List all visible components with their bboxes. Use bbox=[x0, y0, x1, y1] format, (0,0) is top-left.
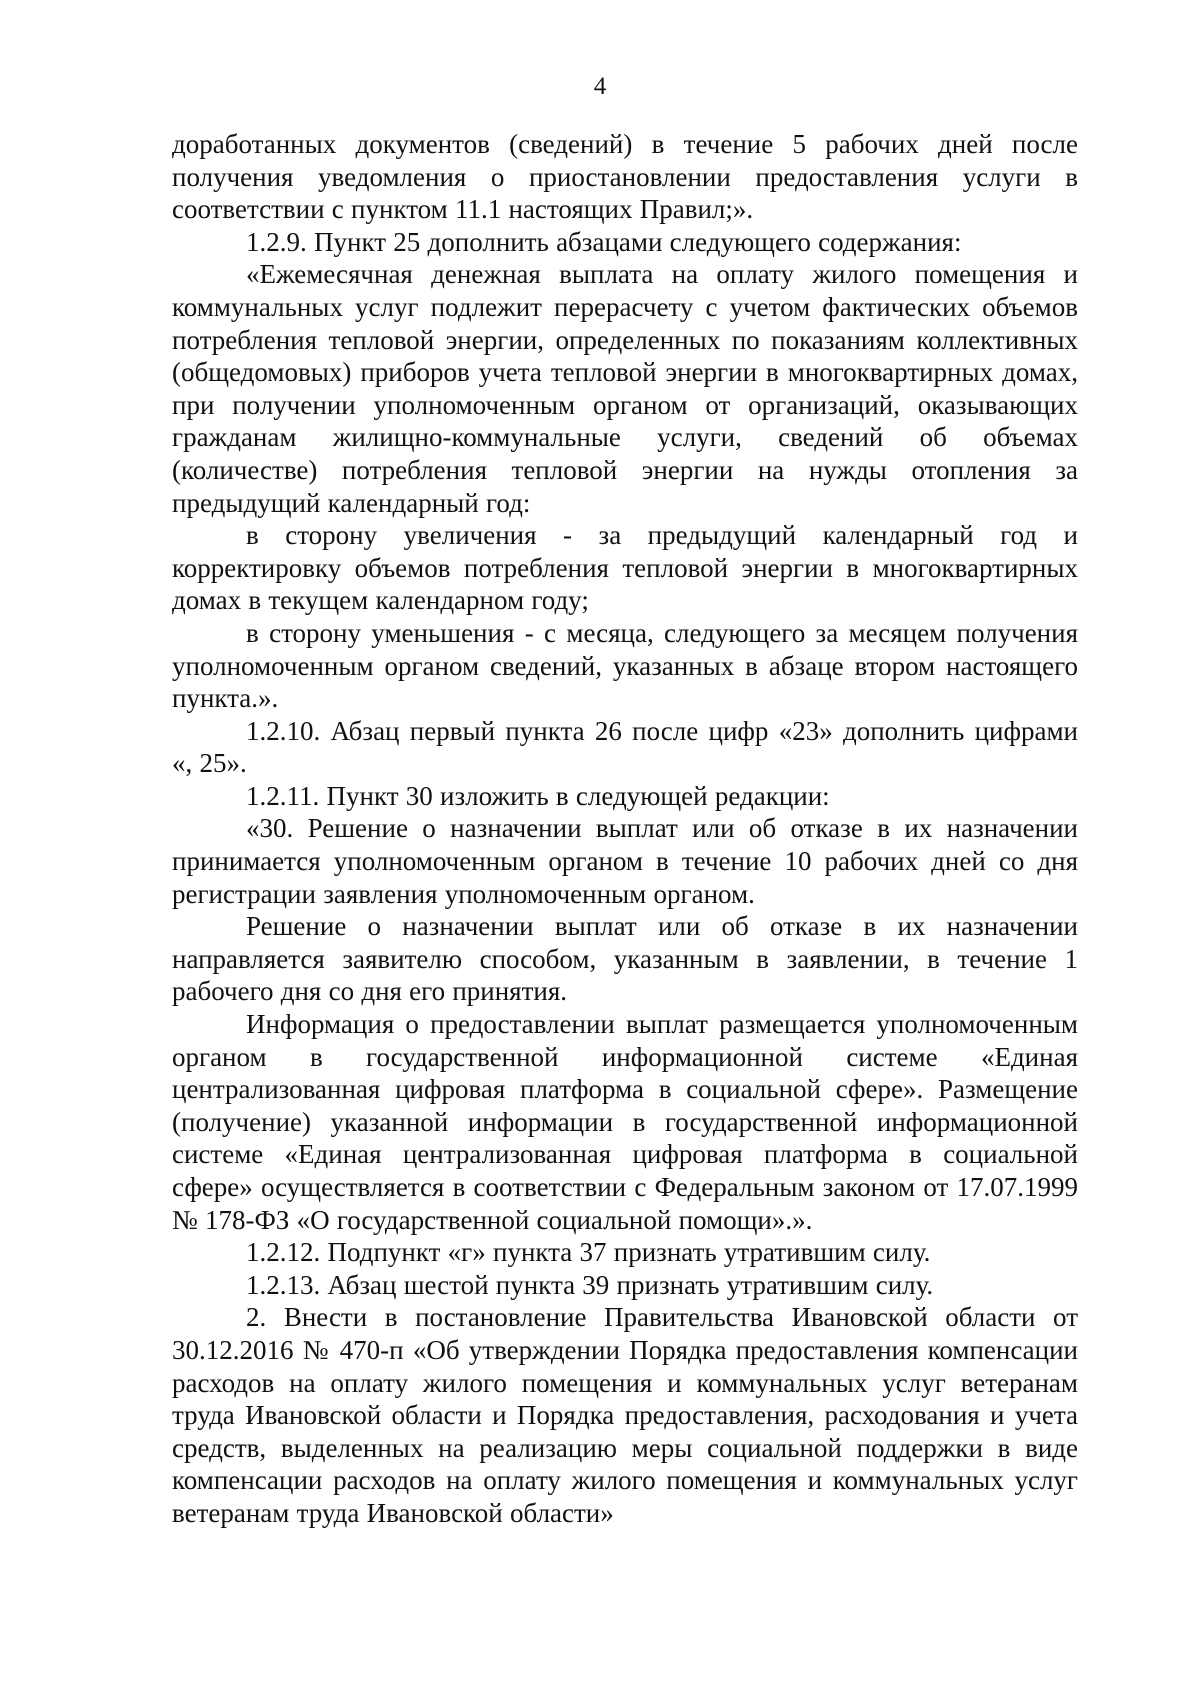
paragraph-item-2: 2. Внести в постановление Правительства Ивановской области от 30.12.2016 № 470-п «Об утверждении Порядка предоставления компенсации расходов на оплату жилого помещения и коммунальных услуг ветеранам труда Ивановской области и Порядка предоставления, расходования и учета средств, выделенных на реализацию меры социальной поддержки в виде компенсации расходов на оплату жилого помещения и коммунальных услуг ветеранам труда Ивановской области» bbox=[172, 1302, 1078, 1528]
paragraph-continuation: доработанных документов (сведений) в течение 5 рабочих дней после получения уведомления о приостановлении предоставления услуги в соответствии с пунктом 11.1 настоящих Правил;». bbox=[172, 129, 1078, 225]
paragraph-item-1-2-13: 1.2.13. Абзац шестой пункта 39 признать утратившим силу. bbox=[246, 1269, 934, 1300]
paragraph-quote-item-30: «30. Решение о назначении выплат или об отказе в их назначении принимается уполномоченным органом в течение 10 рабочих дней со дня регистрации заявления уполномоченным органом. bbox=[172, 813, 1078, 909]
paragraph-item-1-2-12: 1.2.12. Подпункт «г» пункта 37 признать утратившим силу. bbox=[246, 1237, 931, 1268]
paragraph-item-1-2-9: 1.2.9. Пункт 25 дополнить абзацами следующего содержания: bbox=[246, 226, 962, 257]
paragraph-quote-monthly-payment: «Ежемесячная денежная выплата на оплату жилого помещения и коммунальных услуг подлежит перерасчету с учетом фактических объемов потребления тепловой энергии, определенных по показаниям коллективных (общедомовых) приборов учета тепловой энергии в многоквартирных домах, при получении уполномоченным органом от организаций, оказывающих гражданам жилищно-коммунальные услуги, сведений об объемах (количестве) потребления тепловой энергии на нужды отопления за предыдущий календарный год: bbox=[172, 259, 1078, 518]
paragraph-information-placement: Информация о предоставлении выплат размещается уполномоченным органом в государственной информационной системе «Единая централизованная цифровая платформа в социальной сфере». Размещение (получение) указанной информации в государственной информационной системе «Единая централизованная цифровая платформа в социальной сфере» осуществляется в соответствии с Федеральным законом от 17.07.1999 № 178-ФЗ «О государственной социальной помощи».». bbox=[172, 1009, 1078, 1235]
paragraph-decision-notification: Решение о назначении выплат или об отказе в их назначении направляется заявителю способом, указанным в заявлении, в течение 1 рабочего дня со дня его принятия. bbox=[172, 911, 1078, 1007]
paragraph-item-1-2-10: 1.2.10. Абзац первый пункта 26 после цифр «23» дополнить цифрами «, 25». bbox=[172, 715, 1078, 779]
paragraph-item-1-2-11: 1.2.11. Пункт 30 изложить в следующей редакции: bbox=[246, 780, 830, 811]
page-number: 4 bbox=[593, 73, 607, 100]
document-body bbox=[172, 128, 1078, 1530]
paragraph-decrease: в сторону уменьшения - с месяца, следующего за месяцем получения уполномоченным органом сведений, указанных в абзаце втором настоящего пункта.». bbox=[172, 617, 1078, 714]
paragraph-increase: в сторону увеличения - за предыдущий календарный год и корректировку объемов потребления тепловой энергии в многоквартирных домах в текущем календарном году; bbox=[172, 520, 1078, 616]
